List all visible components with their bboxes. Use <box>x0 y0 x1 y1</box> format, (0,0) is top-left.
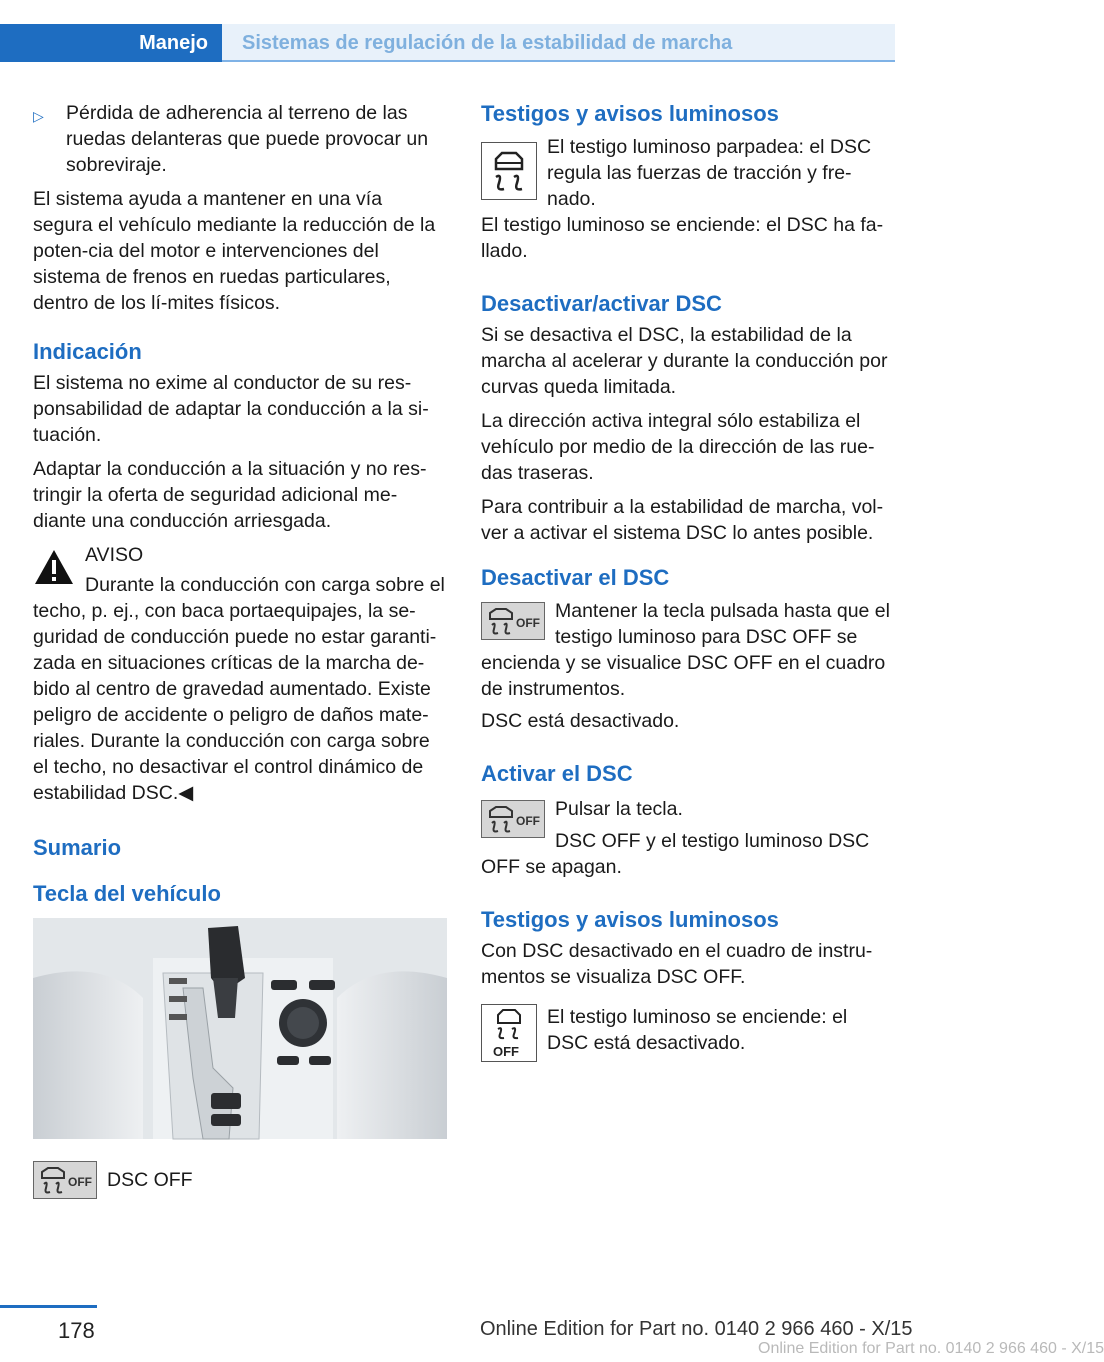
warning-label: AVISO <box>85 544 144 566</box>
paragraph: La dirección activa integral sólo estabiliza el vehículo por medio de la dirección de las rue‐das traseras. <box>481 410 875 484</box>
heading-activar: Activar el DSC <box>481 761 633 786</box>
off-icon-text: OFF <box>516 616 540 630</box>
heading-sumario: Sumario <box>33 835 122 860</box>
watermark: Online Edition for Part no. 0140 2 966 460 - X/15 <box>758 1340 1104 1357</box>
dsc-indicator-icon <box>481 142 537 200</box>
page-number: 178 <box>58 1318 95 1343</box>
dsc-off-button-icon <box>481 800 545 838</box>
off-icon-text: OFF <box>516 814 540 828</box>
paragraph: DSC está desactivado. <box>481 710 680 732</box>
paragraph: El sistema ayuda a mantener en una vía segura el vehículo mediante la reducción de la poten‐cia del motor e intervenciones del sistema de frenos en ruedas particulares, dentro de los lí‐mites físicos. <box>33 188 436 314</box>
dsc-off-button-icon <box>33 1161 97 1199</box>
center-console-photo <box>33 918 447 1139</box>
paragraph: El sistema no exime al conductor de su res‐ponsabilidad de adaptar la conducción a la si‐tuación. <box>33 372 429 446</box>
warning-triangle-icon <box>33 548 75 586</box>
warning-block <box>33 542 447 806</box>
dsc-off-key-legend <box>33 1157 447 1203</box>
page-header <box>0 24 895 62</box>
dsc-off-label: DSC OFF <box>107 1169 193 1191</box>
desactivar-block <box>481 596 893 702</box>
heading-indicacion: Indicación <box>33 339 142 364</box>
edition-note: Online Edition for Part no. 0140 2 966 460 - X/15 <box>480 1318 913 1340</box>
center-console-illustration <box>33 918 447 1139</box>
heading-testigos: Testigos y avisos luminosos <box>481 101 779 126</box>
paragraph: Pulsar la tecla. <box>555 798 683 820</box>
testigos2-block <box>481 998 893 1066</box>
bullet-item <box>33 100 447 178</box>
testigos-block <box>481 132 893 212</box>
paragraph: Si se desactiva el DSC, la estabilidad de la marcha al acelerar y durante la conducción por curvas queda limitada. <box>481 324 888 398</box>
paragraph: El testigo luminoso se enciende: el DSC ha fa‐llado. <box>481 214 884 262</box>
heading-testigos-2: Testigos y avisos luminosos <box>481 907 779 932</box>
right-column <box>481 100 893 1066</box>
chapter-title: Sistemas de regulación de la estabilidad de marcha <box>242 32 733 54</box>
heading-tecla: Tecla del vehículo <box>33 881 221 906</box>
left-column <box>33 100 447 1203</box>
warning-text: Durante la conducción con carga sobre el techo, p. ej., con baca portaequipajes, la se‐guridad de conducción puede no estar garanti‐zada en situaciones críticas de la marcha de‐bido al centro de gravedad aumentado. Existe peligro de accidente o peligro de daños mate‐riales. Durante la conducción con carga sobre el techo, no desactivar el control dinámico de estabilidad DSC.◀ <box>33 574 445 804</box>
paragraph: Mantener la tecla pulsada hasta que el testigo luminoso para DSC OFF se encienda y se visualice DSC OFF en el cuadro de instrumentos. <box>481 600 890 700</box>
heading-desactivar: Desactivar el DSC <box>481 565 670 590</box>
dsc-off-indicator-icon <box>481 1004 537 1062</box>
activar-block <box>481 792 893 880</box>
paragraph: El testigo luminoso parpadea: el DSC regula las fuerzas de tracción y fre‐nado. <box>547 136 872 210</box>
heading-desactivar-activar: Desactivar/activar DSC <box>481 291 722 316</box>
off-icon-text: OFF <box>493 1044 519 1059</box>
footer-rule <box>0 1305 97 1308</box>
paragraph: Con DSC desactivado en el cuadro de instru‐mentos se visualiza DSC OFF. <box>481 940 873 988</box>
section-tab: Manejo <box>0 24 222 62</box>
bullet-triangle-icon: ▷ <box>33 108 44 124</box>
dsc-off-button-icon <box>481 602 545 640</box>
paragraph: El testigo luminoso se enciende: el DSC está desactivado. <box>547 1006 848 1054</box>
paragraph: Para contribuir a la estabilidad de marcha, vol‐ver a activar el sistema DSC lo antes posible. <box>481 496 884 544</box>
off-icon-text: OFF <box>68 1175 92 1189</box>
paragraph: Adaptar la conducción a la situación y no res‐tringir la oferta de seguridad adicional me‐diante una conducción arriesgada. <box>33 458 427 532</box>
paragraph: DSC OFF y el testigo luminoso DSC OFF se apagan. <box>481 830 870 878</box>
bullet-text: Pérdida de adherencia al terreno de las ruedas delanteras que puede provocar un sobreviraje. <box>66 102 429 176</box>
